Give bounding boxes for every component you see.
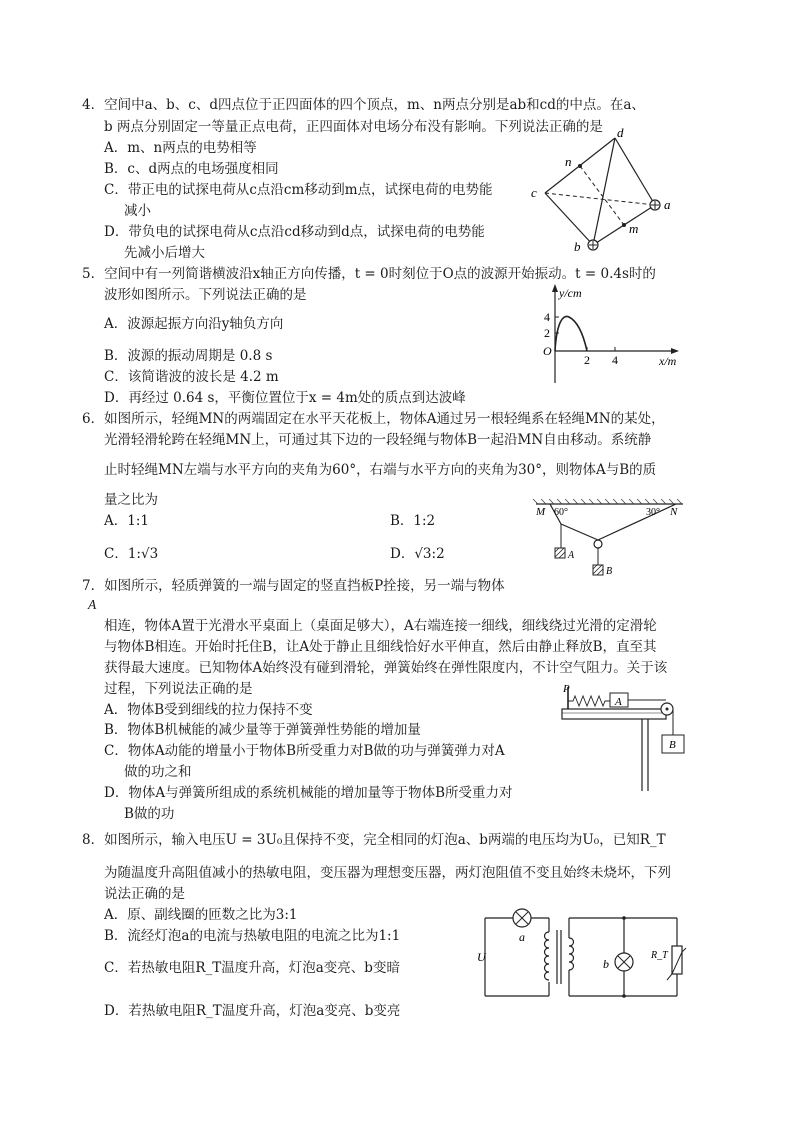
label-RT: R_T xyxy=(651,950,668,961)
q5-stem-line-1: 5．空间中有一列简谐横波沿x轴正方向传播，t = 0时刻位于O点的波源开始振动。t = 0.4s时的 xyxy=(82,266,656,282)
q8-option-c: C．若热敏电阻R_T温度升高，灯泡a变亮、b变暗 xyxy=(104,960,400,976)
label-N: N xyxy=(670,506,678,518)
q8-option-d: D．若热敏电阻R_T温度升高，灯泡a变亮、b变亮 xyxy=(104,1003,401,1019)
q4-option-c-line-2: 减小 xyxy=(124,203,151,219)
label-A: A xyxy=(568,550,575,561)
label-m: m xyxy=(629,221,639,236)
pulley-rope-figure xyxy=(528,496,686,578)
q7-stem-line-1b: A xyxy=(88,597,97,612)
q5-stem-line-2: 波形如图所示。下列说法正确的是 xyxy=(104,287,307,303)
q7-stem-line-4: 获得最大速度。已知物体A始终没有碰到滑轮，弹簧始终在弹性限度内，不计空气阻力。关于该 xyxy=(104,660,668,676)
label-block-B: B xyxy=(669,739,676,751)
q4-option-d-line-2: 先减小后增大 xyxy=(124,245,205,261)
x-axis-label: x/m xyxy=(659,354,677,368)
q8-stem-line-1: 8．如图所示，输入电压U = 3U₀且保持不变，完全相同的灯泡a、b两端的电压均为U₀，已知R_T xyxy=(82,832,666,848)
label-60deg: 60° xyxy=(554,507,568,518)
q8-stem-line-2: 为随温度升高阻值减小的热敏电阻，变压器为理想变压器，两灯泡阻值不变且始终未烧坏，下列 xyxy=(104,865,671,881)
q7-option-b: B．物体B机械能的减少量等于弹簧弹性势能的增加量 xyxy=(104,722,421,738)
q5-option-d: D．再经过 0.64 s，平衡位置位于x = 4m处的质点到达波峰 xyxy=(104,390,466,406)
q7-option-c-line-1: C．物体A动能的增量小于物体B所受重力对B做的功与弹簧弹力对A xyxy=(104,743,505,759)
tetrahedron-figure xyxy=(525,128,675,254)
label-d: d xyxy=(617,128,624,140)
q6-stem-line-4: 量之比为 xyxy=(104,492,158,508)
spring-block-figure xyxy=(560,683,688,795)
y-axis-label: y/cm xyxy=(559,286,582,300)
q7-stem-line-2: 相连，物体A置于光滑水平桌面上（桌面足够大），A右端连接一细线，细线绕过光滑的定滑轮 xyxy=(104,618,657,634)
label-n: n xyxy=(565,154,572,169)
q5-option-a: A．波源起振方向沿y轴负方向 xyxy=(104,316,284,332)
label-30deg: 30° xyxy=(646,507,660,518)
q4-option-c-line-1: C．带正电的试探电荷从c点沿cm移动到m点，试探电荷的电势能 xyxy=(104,182,493,198)
origin-label: O xyxy=(543,344,552,358)
x-tick-4: 4 xyxy=(612,353,618,367)
label-U: U xyxy=(477,950,486,964)
q6-stem-line-1: 6．如图所示，轻绳MN的两端固定在水平天花板上，物体A通过另一根轻绳系在轻绳MN的某处， xyxy=(82,411,665,427)
q7-stem-line-5: 过程，下列说法正确的是 xyxy=(104,681,253,697)
label-block-A: A xyxy=(615,696,622,708)
q6-option-c: C．1:√3 xyxy=(104,546,159,562)
label-B: B xyxy=(606,566,613,577)
q6-option-b: B．1:2 xyxy=(390,513,436,529)
q7-option-c-line-2: 做的功之和 xyxy=(124,764,192,780)
label-lamp-b: b xyxy=(603,957,609,971)
q7-stem-line-3: 与物体B相连。开始时托住B，让A处于静止且细线恰好水平伸直，然后由静止释放B，直至其 xyxy=(104,639,657,655)
y-tick-4: 4 xyxy=(544,310,550,324)
q7-option-d-line-1: D．物体A与弹簧所组成的系统机械能的增加量等于物体B所受重力对 xyxy=(104,785,513,801)
q7-stem-line-1: 7．如图所示，轻质弹簧的一端与固定的竖直挡板P拴接，另一端与物体 xyxy=(82,578,505,594)
transformer-circuit-figure xyxy=(477,908,687,1000)
q8-option-b: B．流经灯泡a的电流与热敏电阻的电流之比为1:1 xyxy=(104,928,401,944)
label-a: a xyxy=(664,197,671,212)
label-M: M xyxy=(536,506,546,518)
q5-option-c: C．该简谐波的波长是 4.2 m xyxy=(104,369,279,385)
label-b: b xyxy=(574,239,581,254)
q7-option-d-line-2: B做的功 xyxy=(124,806,175,822)
q6-stem-line-3: 止时轻绳MN左端与水平方向的夹角为60°，右端与水平方向的夹角为30°，则物体A与B的质 xyxy=(104,462,657,478)
q5-option-b: B．波源的振动周期是 0.8 s xyxy=(104,348,273,364)
q4-option-b: B．c、d两点的电场强度相同 xyxy=(104,161,279,177)
q7-option-a: A．物体B受到细线的拉力保持不变 xyxy=(104,702,313,718)
q4-stem-line-2: b 两点分别固定一等量正点电荷，正四面体对电场分布没有影响。下列说法正确的是 xyxy=(104,119,603,135)
q6-option-d: D．√3:2 xyxy=(390,546,445,562)
q4-option-d-line-1: D．带负电的试探电荷从c点沿cd移动到d点，试探电荷的电势能 xyxy=(104,224,485,240)
q8-stem-line-3: 说法正确的是 xyxy=(104,886,185,902)
q6-option-a: A．1:1 xyxy=(104,513,149,529)
label-P: P xyxy=(563,683,570,695)
wave-graph xyxy=(535,283,685,388)
q4-stem-line-1: 4．空间中a、b、c、d四点位于正四面体的四个顶点，m、n两点分别是ab和cd的中点。在a、 xyxy=(82,97,645,113)
y-tick-2: 2 xyxy=(544,326,550,340)
label-lamp-a: a xyxy=(519,930,525,944)
q6-stem-line-2: 光滑轻滑轮跨在轻绳MN上，可通过其下边的一段轻绳与物体B一起沿MN自由移动。系统静 xyxy=(104,432,652,448)
label-c: c xyxy=(531,185,537,200)
q4-option-a: A．m、n两点的电势相等 xyxy=(104,140,257,156)
x-tick-2: 2 xyxy=(584,353,590,367)
q8-option-a: A．原、副线圈的匝数之比为3:1 xyxy=(104,907,298,923)
